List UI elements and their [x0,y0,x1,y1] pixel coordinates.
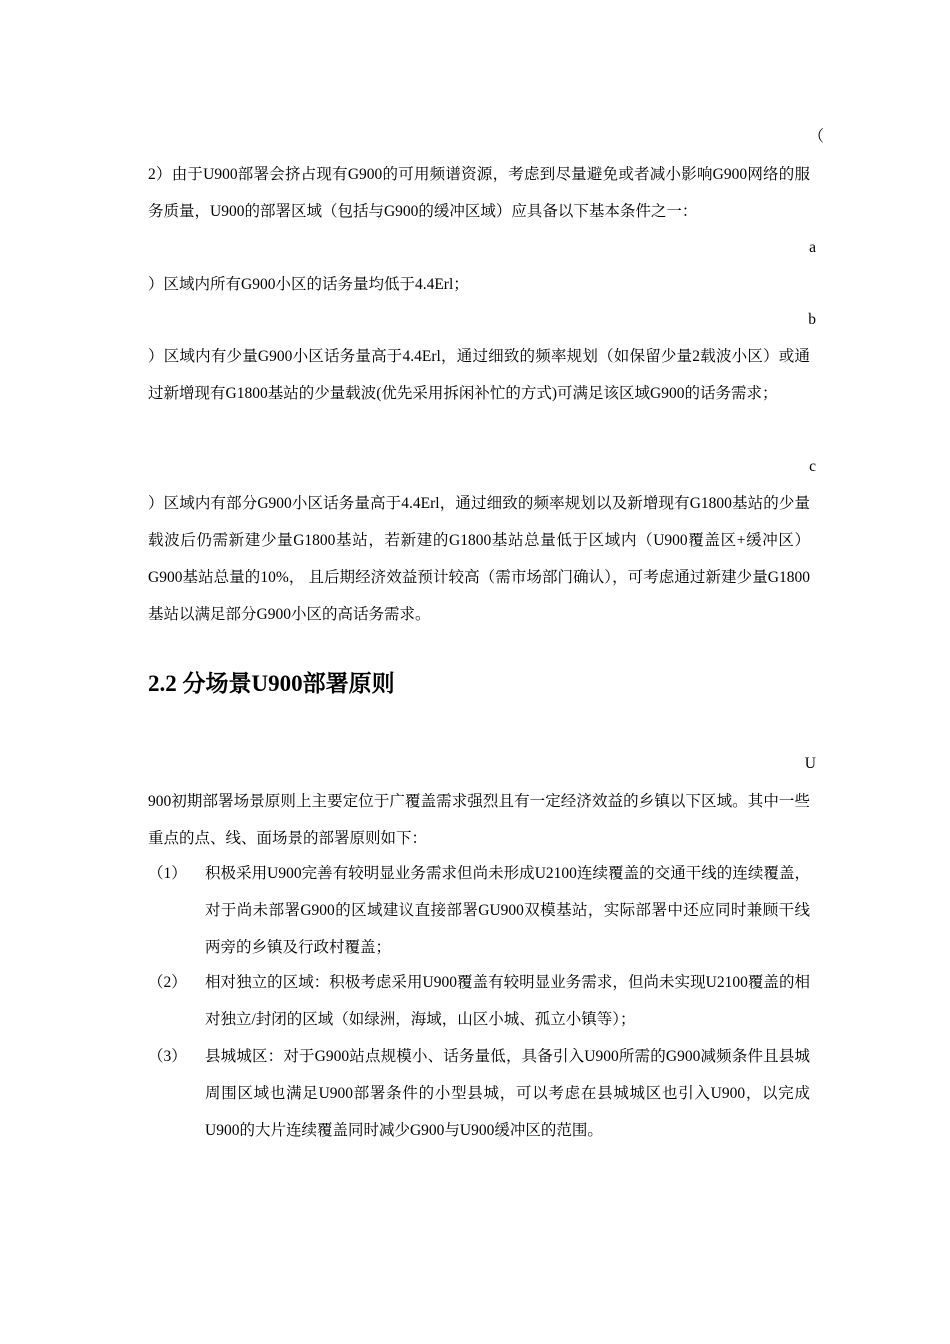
list-item [148,1038,810,1149]
list-item-number: （3） [148,1048,187,1065]
condition-marker-b: b [808,311,816,328]
section-heading: 2.2 分场景U900部署原则 [148,671,395,696]
list-item-number: （2） [148,974,187,991]
paragraph-item-2: 2）由于U900部署会挤占现有G900的可用频谱资源，考虑到尽量避免或者减小影响G900网络的服务质量，U900的部署区域（包括与G900的缓冲区域）应具备以下基本条件之一： [148,166,810,220]
list-item-text: 相对独立的区域：积极考虑采用U900覆盖有较明显业务需求，但尚未实现U2100覆盖的相对独立/封闭的区域（如绿洲，海域，山区小城、孤立小镇等）； [205,974,810,1028]
list-item-text: 积极采用U900完善有较明显业务需求但尚未形成U2100连续覆盖的交通干线的连续覆盖，对于尚未部署G900的区域建议直接部署GU900双模基站，实际部署中还应同时兼顾干线两旁的乡镇及行政村覆盖； [205,865,810,956]
condition-c-text: ）区域内有部分G900小区话务量高于4.4Erl，通过细致的频率规划以及新增现有G1800基站的少量载波后仍需新建少量G1800基站，若新建的G1800基站总量低于区域内（U900覆盖区+缓冲区）G900基站总量的10%， 且后期经济效益预计较高（需市场部门确认），可考虑通过新建少量G1800基站以满足部分G900小区的高话务需求。 [148,495,810,623]
list-item-text: 县城城区：对于G900站点规模小、话务量低，具备引入U900所需的G900减频条件且县城周围区域也满足U900部署条件的小型县城，可以考虑在县城城区也引入U900，以完成U900的大片连续覆盖同时减少G900与U900缓冲区的范围。 [205,1048,810,1139]
condition-a-text: ）区域内所有G900小区的话务量均低于4.4Erl； [148,276,469,293]
condition-marker-a: a [809,239,816,256]
list-item [148,964,810,1038]
item-marker-paren: （ [808,128,824,145]
condition-marker-c: c [809,458,816,475]
condition-b-text: ）区域内有少量G900小区话务量高于4.4Erl，通过细致的频率规划（如保留少量2载波小区）或通过新增现有G1800基站的少量载波(优先采用拆闲补忙的方式)可满足该区域G900的话务需求； [148,348,810,402]
intro-marker-u: U [804,755,816,772]
list-item [148,855,810,966]
list-item-number: （1） [148,865,187,882]
section-intro-text: 900初期部署场景原则上主要定位于广覆盖需求强烈且有一定经济效益的乡镇以下区域。其中一些重点的点、线、面场景的部署原则如下： [148,793,810,847]
